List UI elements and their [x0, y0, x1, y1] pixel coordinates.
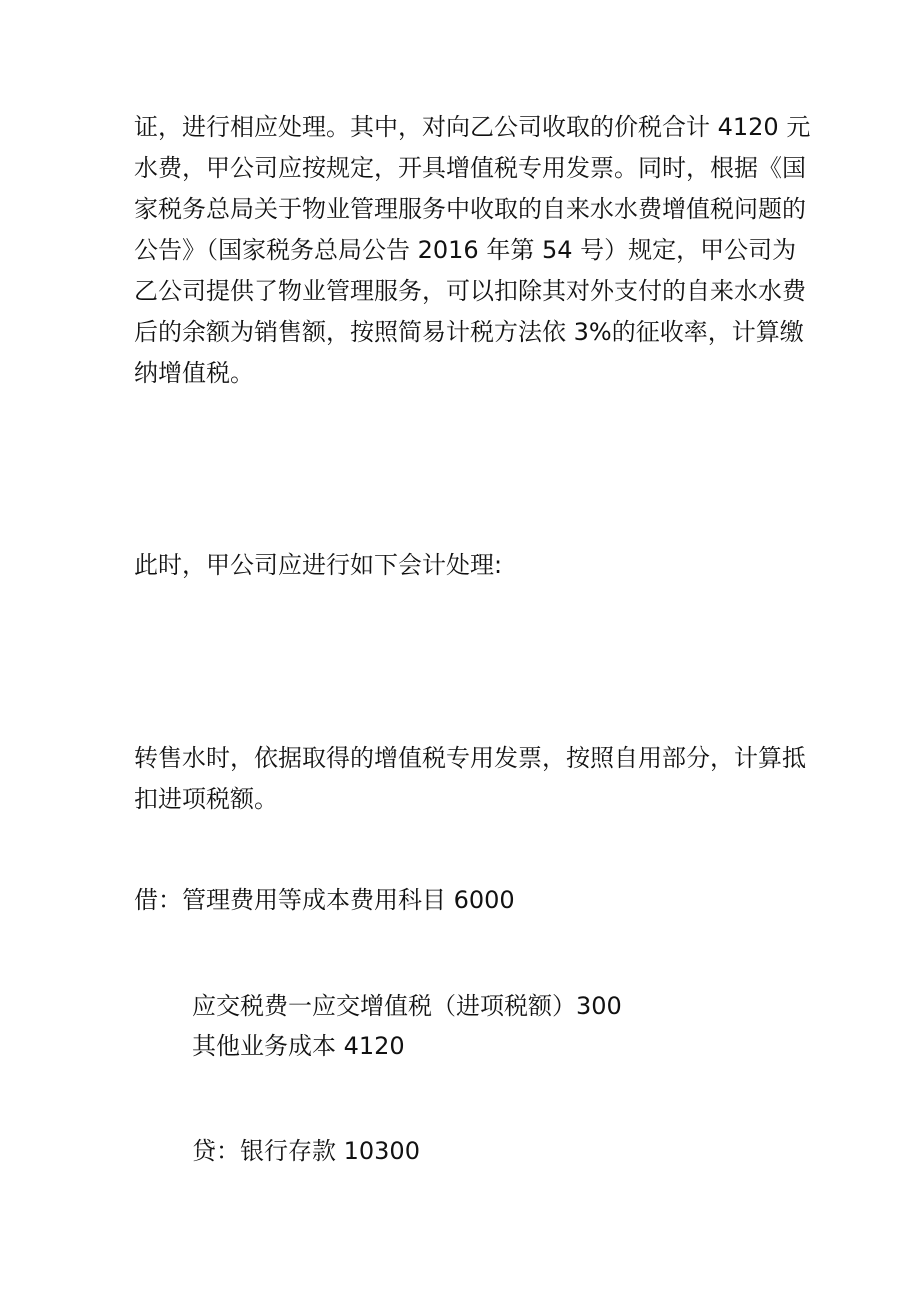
intro-line-4: 公告》（国家税务总局公告 2016 年第 54 号）规定，甲公司为 — [134, 236, 797, 264]
resale-line-1: 转售水时，依据取得的增值税专用发票，按照自用部分，计算抵 — [134, 744, 806, 772]
intro-line-7: 纳增值税。 — [134, 359, 254, 387]
credit-entry: 贷：银行存款 10300 — [192, 1137, 420, 1165]
intro-line-6: 后的余额为销售额，按照简易计税方法依 3%的征收率，计算缴 — [134, 318, 804, 346]
accounting-intro: 此时，甲公司应进行如下会计处理: — [134, 551, 503, 579]
intro-line-1: 证，进行相应处理。其中，对向乙公司收取的价税合计 4120 元 — [134, 113, 811, 141]
resale-line-2: 扣进项税额。 — [134, 785, 278, 813]
intro-paragraph — [134, 107, 811, 394]
intro-line-3: 家税务总局关于物业管理服务中收取的自来水水费增值税问题的 — [134, 195, 806, 223]
intro-line-2: 水费，甲公司应按规定，开具增值税专用发票。同时，根据《国 — [134, 154, 806, 182]
resale-paragraph — [134, 738, 806, 820]
other-cost-entry: 其他业务成本 4120 — [192, 1032, 405, 1060]
debit-entry: 借：管理费用等成本费用科目 6000 — [134, 886, 515, 914]
tax-entry: 应交税费一应交增值税（进项税额）300 — [192, 992, 622, 1020]
intro-line-5: 乙公司提供了物业管理服务，可以扣除其对外支付的自来水水费 — [134, 277, 806, 305]
